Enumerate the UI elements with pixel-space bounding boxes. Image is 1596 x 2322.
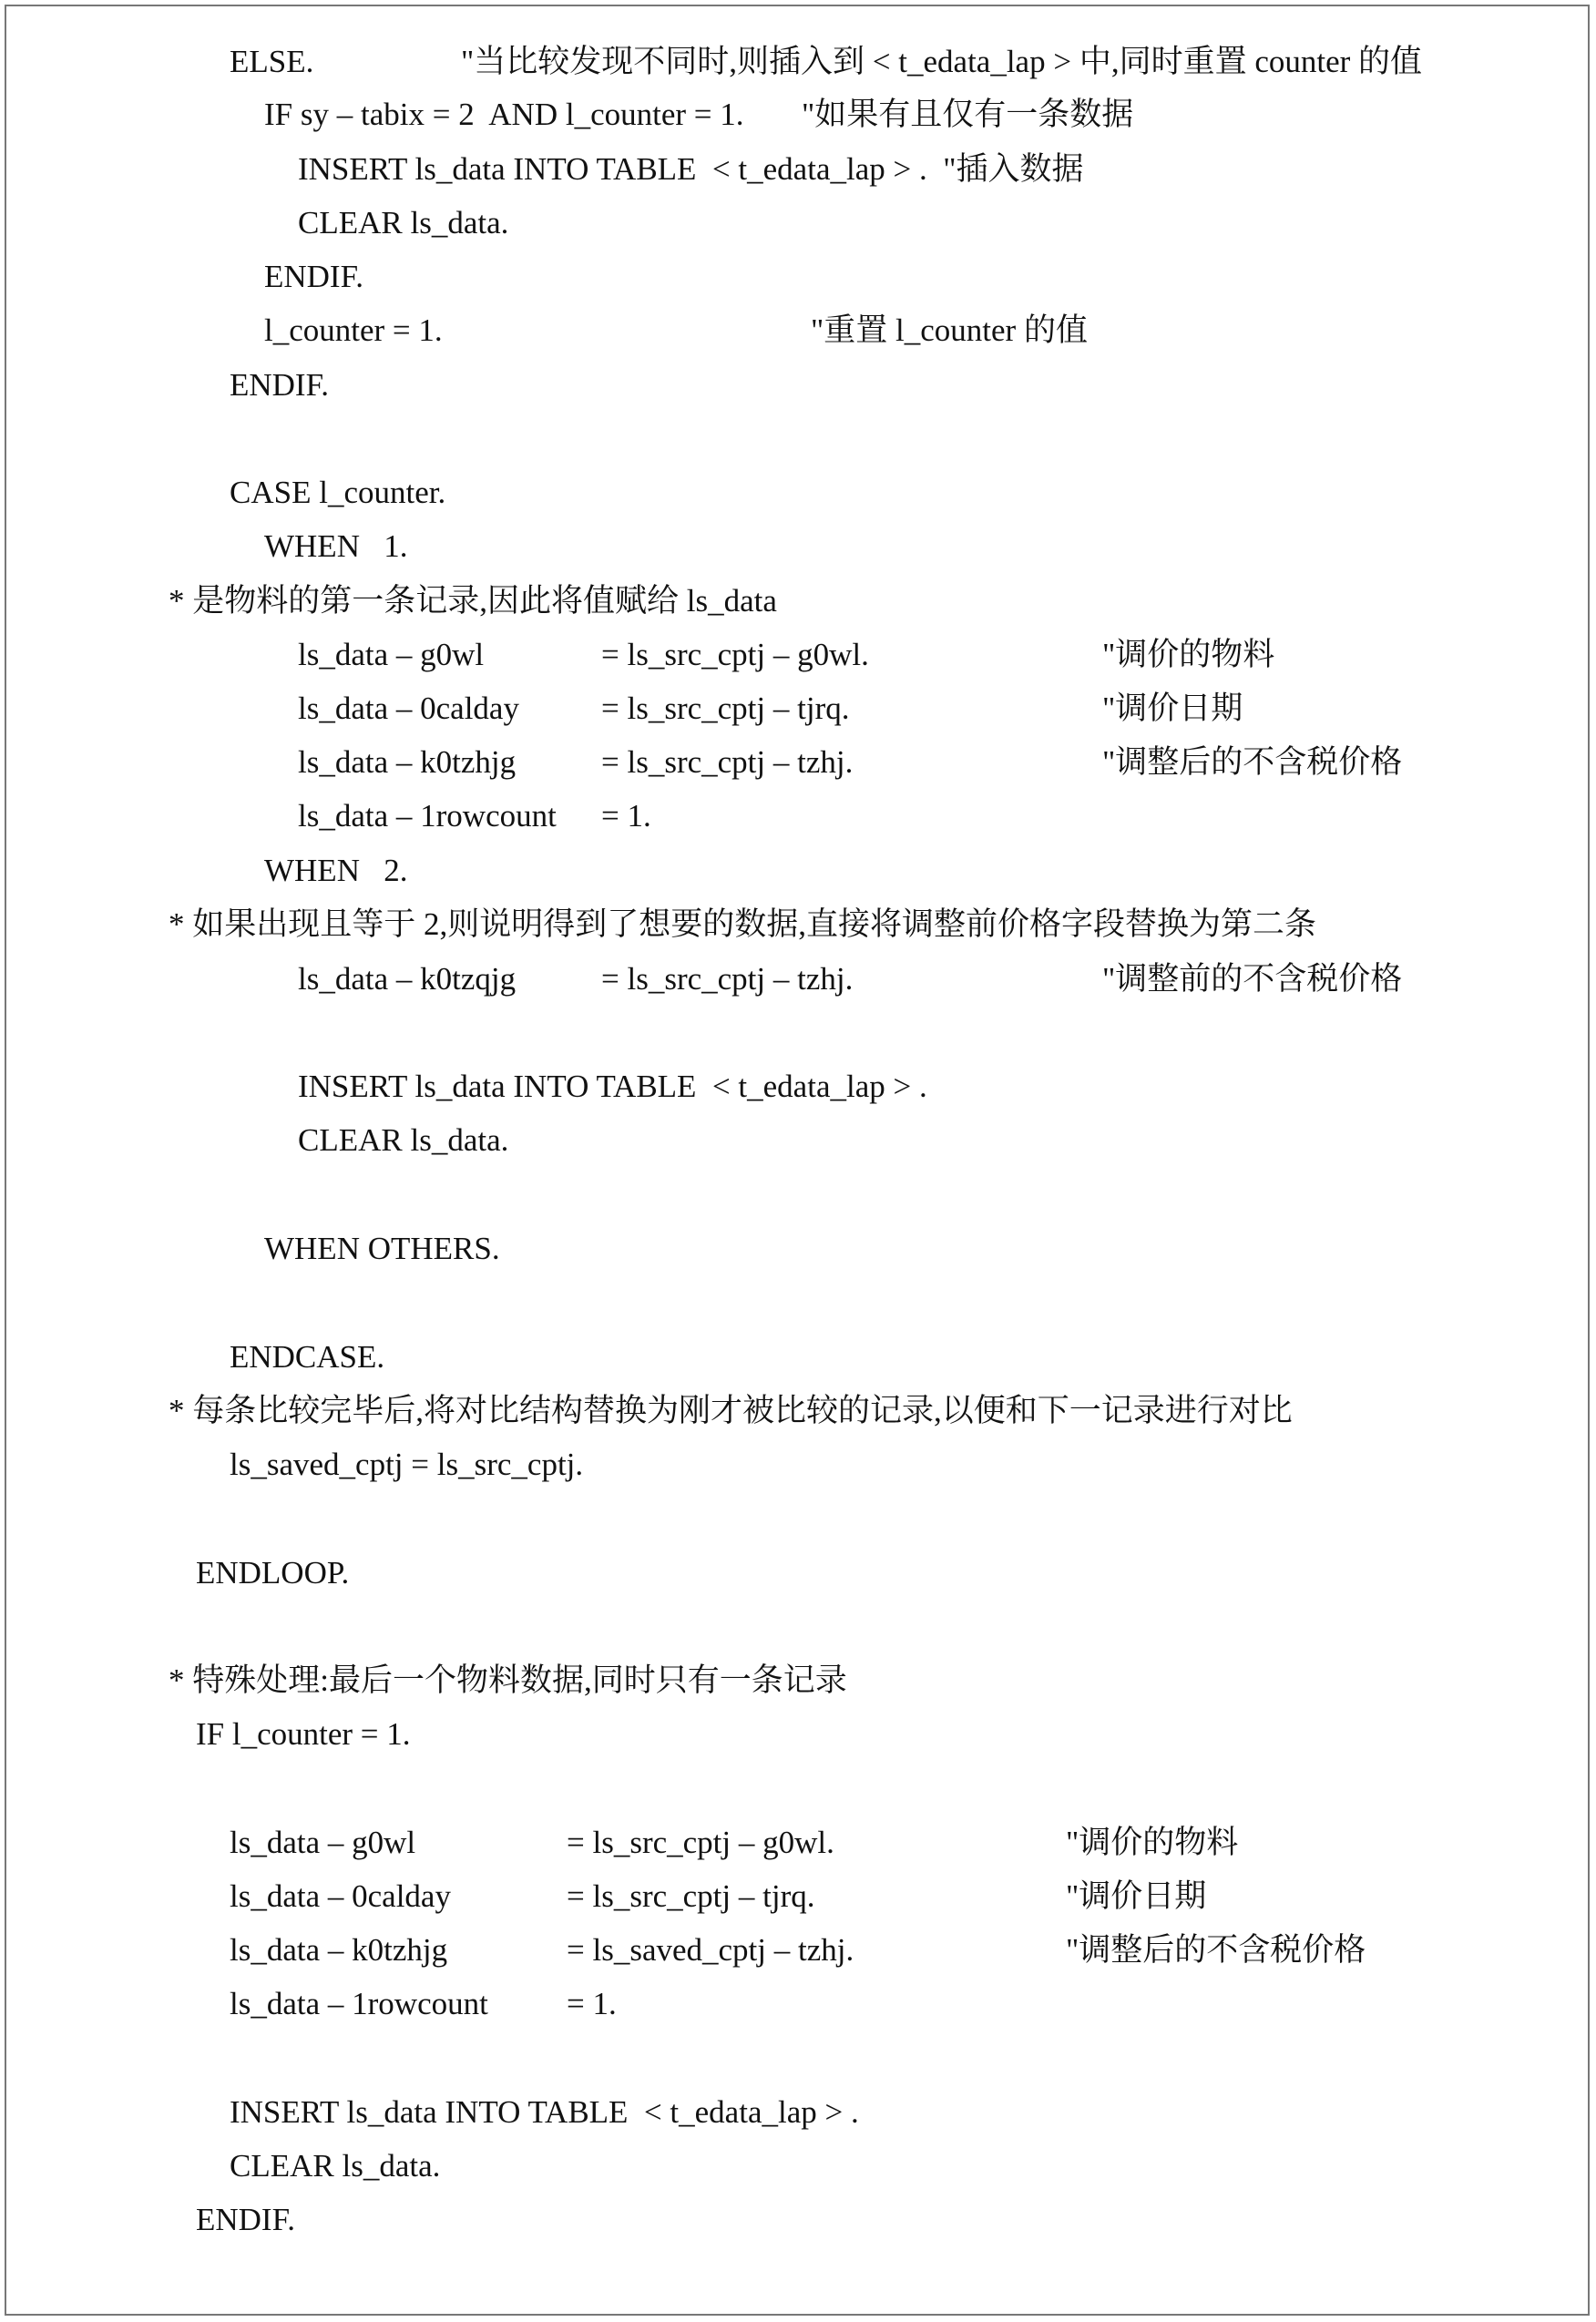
code-segment: ls_data – g0wl — [230, 1825, 416, 1860]
code-segment: = ls_src_cptj – tjrq. — [567, 1878, 815, 1914]
code-segment: ls_data – 1rowcount — [298, 798, 557, 834]
code-line — [6, 2193, 1588, 2247]
code-segment: ENDIF. — [196, 2202, 295, 2237]
code-segment: = ls_src_cptj – tzhj. — [601, 744, 854, 780]
code-line — [6, 1869, 1588, 1924]
code-line — [6, 2085, 1588, 2140]
code-segment: = 1. — [567, 1986, 617, 2021]
code-line — [6, 735, 1588, 790]
code-segment: "如果有且仅有一条数据 — [802, 97, 1134, 132]
code-segment: "调整后的不含税价格 — [1066, 1932, 1366, 1968]
code-segment: "调价日期 — [1102, 690, 1243, 726]
code-segment: ENDIF. — [230, 367, 329, 403]
code-line — [6, 628, 1588, 682]
code-segment: = ls_src_cptj – g0wl. — [601, 637, 869, 672]
code-segment: ENDLOOP. — [196, 1555, 350, 1591]
code-segment: ls_data – k0tzhjg — [230, 1932, 448, 1968]
code-line — [6, 87, 1588, 142]
code-segment: "调价的物料 — [1102, 637, 1275, 672]
code-segment: CLEAR ls_data. — [230, 2148, 441, 2184]
code-segment: WHEN 1. — [264, 528, 408, 564]
code-segment: INSERT ls_data INTO TABLE < t_edata_lap > . — [230, 2094, 859, 2130]
code-line — [6, 465, 1588, 520]
code-segment: = 1. — [601, 798, 651, 834]
code-line — [6, 2139, 1588, 2194]
code-line — [6, 952, 1588, 1007]
code-segment: ENDCASE. — [230, 1339, 385, 1375]
code-segment: * 如果出现且等于 2,则说明得到了想要的数据,直接将调整前价格字段替换为第二条 — [169, 906, 1317, 942]
code-line — [6, 1059, 1588, 1114]
code-segment: WHEN 2. — [264, 853, 408, 888]
code-line — [6, 1923, 1588, 1978]
code-segment: ls_data – 0calday — [298, 690, 519, 726]
code-line — [6, 1330, 1588, 1385]
code-segment: ls_data – k0tzqjg — [298, 961, 517, 997]
code-listing-frame — [5, 5, 1590, 2316]
code-segment: = ls_saved_cptj – tzhj. — [567, 1932, 854, 1968]
code-line — [6, 358, 1588, 413]
code-line — [6, 1546, 1588, 1601]
code-segment: l_counter = 1. — [264, 312, 443, 348]
code-segment: INSERT ls_data INTO TABLE < t_edata_lap > . "插入数据 — [298, 151, 1084, 187]
code-segment: "当比较发现不同时,则插入到 < t_edata_lap > 中,同时重置 counter 的值 — [461, 44, 1423, 79]
code-line — [6, 1384, 1588, 1438]
code-line — [6, 1437, 1588, 1492]
code-segment: WHEN OTHERS. — [264, 1231, 500, 1266]
code-segment: CLEAR ls_data. — [298, 1122, 509, 1158]
code-segment: "重置 l_counter 的值 — [811, 312, 1088, 348]
code-segment: ls_data – 0calday — [230, 1878, 451, 1914]
code-line — [6, 789, 1588, 844]
code-segment: * 特殊处理:最后一个物料数据,同时只有一条记录 — [169, 1662, 847, 1698]
code-line — [6, 1113, 1588, 1168]
code-segment: ENDIF. — [264, 259, 363, 294]
code-segment: ls_data – 1rowcount — [230, 1986, 488, 2021]
code-segment: * 每条比较完毕后,将对比结构替换为刚才被比较的记录,以便和下一记录进行对比 — [169, 1393, 1293, 1428]
code-line — [6, 897, 1588, 952]
code-segment: CLEAR ls_data. — [298, 205, 509, 240]
code-segment: ls_data – g0wl — [298, 637, 485, 672]
code-segment: ls_saved_cptj = ls_src_cptj. — [230, 1447, 584, 1482]
code-line — [6, 844, 1588, 898]
code-line — [6, 1653, 1588, 1708]
code-line — [6, 519, 1588, 574]
code-segment: = ls_src_cptj – tjrq. — [601, 690, 850, 726]
code-segment: = ls_src_cptj – tzhj. — [601, 961, 854, 997]
code-segment: CASE l_counter. — [230, 475, 446, 510]
code-line — [6, 196, 1588, 251]
code-line — [6, 1816, 1588, 1870]
code-line — [6, 303, 1588, 358]
code-line — [6, 681, 1588, 736]
code-segment: "调价的物料 — [1066, 1825, 1239, 1860]
code-line — [6, 250, 1588, 304]
code-line — [6, 1977, 1588, 2031]
code-line — [6, 1222, 1588, 1276]
code-line — [6, 574, 1588, 629]
code-segment: IF l_counter = 1. — [196, 1716, 411, 1752]
code-segment: "调整前的不含税价格 — [1102, 961, 1403, 997]
code-segment: ELSE. — [230, 44, 314, 79]
code-line — [6, 35, 1588, 89]
code-segment: ls_data – k0tzhjg — [298, 744, 517, 780]
code-line — [6, 142, 1588, 197]
code-segment: "调价日期 — [1066, 1878, 1207, 1914]
code-segment: * 是物料的第一条记录,因此将值赋给 ls_data — [169, 583, 777, 619]
code-segment: "调整后的不含税价格 — [1102, 744, 1403, 780]
code-segment: = ls_src_cptj – g0wl. — [567, 1825, 834, 1860]
code-segment: IF sy – tabix = 2 AND l_counter = 1. — [264, 97, 744, 132]
code-line — [6, 1707, 1588, 1762]
code-segment: INSERT ls_data INTO TABLE < t_edata_lap > . — [298, 1069, 927, 1104]
